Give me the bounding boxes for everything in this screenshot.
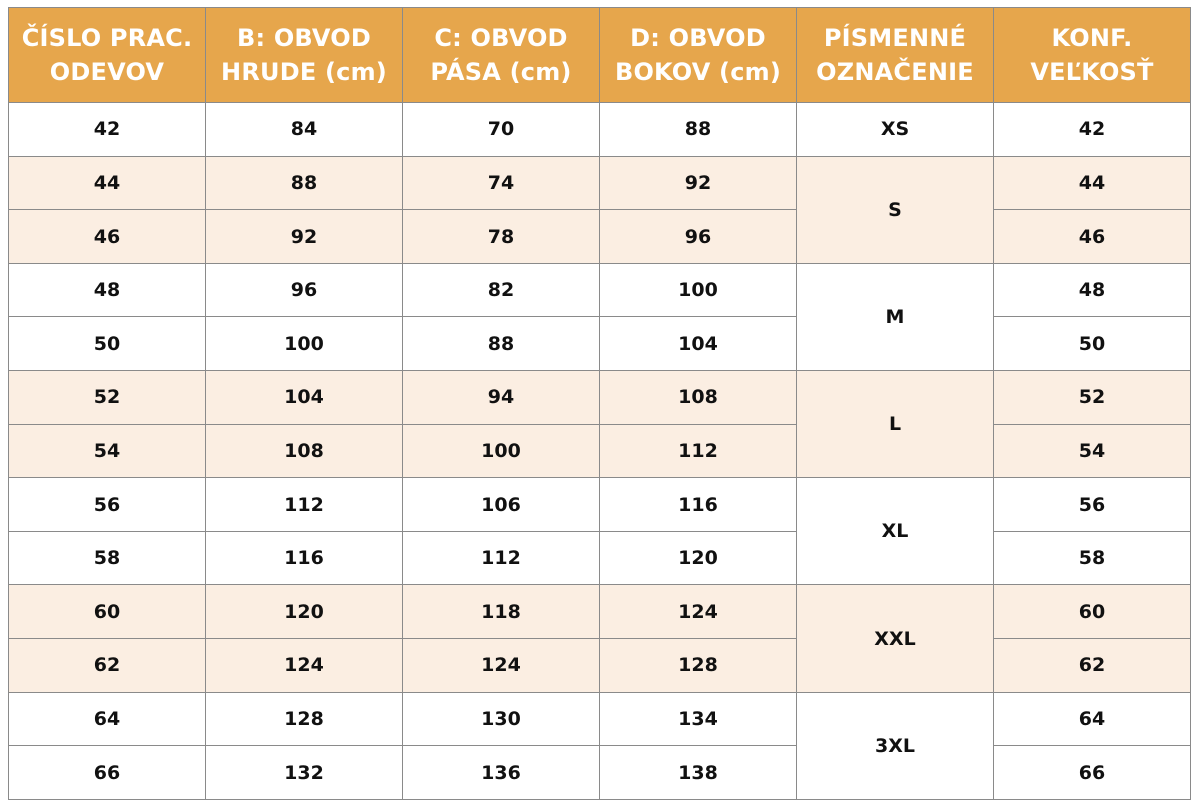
table-body (9, 103, 1191, 800)
cell-konf: 54 (994, 424, 1191, 478)
header-cislo: ČÍSLO PRAC. ODEVOV (9, 8, 206, 103)
cell-konf: 58 (994, 531, 1191, 585)
cell-pas: 70 (403, 103, 600, 157)
cell-pas: 88 (403, 317, 600, 371)
cell-pas: 78 (403, 210, 600, 264)
table-row (9, 639, 1191, 693)
cell-pas: 82 (403, 263, 600, 317)
cell-boky: 100 (600, 263, 797, 317)
cell-boky: 124 (600, 585, 797, 639)
cell-boky: 88 (600, 103, 797, 157)
cell-hrud: 132 (206, 746, 403, 800)
cell-pas: 130 (403, 692, 600, 746)
cell-konf: 66 (994, 746, 1191, 800)
cell-cislo: 64 (9, 692, 206, 746)
table-row (9, 424, 1191, 478)
cell-cislo: 56 (9, 478, 206, 532)
header-boky: D: OBVOD BOKOV (cm) (600, 8, 797, 103)
cell-konf: 60 (994, 585, 1191, 639)
cell-hrud: 84 (206, 103, 403, 157)
table-row (9, 103, 1191, 157)
cell-hrud: 108 (206, 424, 403, 478)
cell-letter-xs: XS (797, 103, 994, 157)
cell-pas: 94 (403, 371, 600, 425)
cell-boky: 96 (600, 210, 797, 264)
cell-cislo: 42 (9, 103, 206, 157)
table-row (9, 692, 1191, 746)
table-row (9, 531, 1191, 585)
cell-konf: 56 (994, 478, 1191, 532)
cell-pas: 74 (403, 156, 600, 210)
cell-boky: 134 (600, 692, 797, 746)
cell-boky: 108 (600, 371, 797, 425)
cell-konf: 62 (994, 639, 1191, 693)
table-header (9, 8, 1191, 103)
cell-cislo: 60 (9, 585, 206, 639)
table-row (9, 585, 1191, 639)
cell-hrud: 116 (206, 531, 403, 585)
cell-boky: 138 (600, 746, 797, 800)
table-row (9, 210, 1191, 264)
cell-hrud: 92 (206, 210, 403, 264)
cell-hrud: 120 (206, 585, 403, 639)
cell-letter-m: M (797, 263, 994, 370)
cell-cislo: 48 (9, 263, 206, 317)
cell-konf: 44 (994, 156, 1191, 210)
cell-hrud: 96 (206, 263, 403, 317)
cell-cislo: 66 (9, 746, 206, 800)
cell-konf: 64 (994, 692, 1191, 746)
cell-letter-xxl: XXL (797, 585, 994, 692)
cell-pas: 118 (403, 585, 600, 639)
cell-cislo: 52 (9, 371, 206, 425)
cell-konf: 48 (994, 263, 1191, 317)
cell-pas: 124 (403, 639, 600, 693)
cell-pas: 106 (403, 478, 600, 532)
table-row (9, 317, 1191, 371)
cell-hrud: 112 (206, 478, 403, 532)
header-hrud: B: OBVOD HRUDE (cm) (206, 8, 403, 103)
cell-hrud: 100 (206, 317, 403, 371)
size-table (8, 7, 1191, 800)
cell-boky: 112 (600, 424, 797, 478)
cell-konf: 50 (994, 317, 1191, 371)
cell-cislo: 62 (9, 639, 206, 693)
cell-boky: 128 (600, 639, 797, 693)
cell-cislo: 50 (9, 317, 206, 371)
header-pas: C: OBVOD PÁSA (cm) (403, 8, 600, 103)
cell-pas: 136 (403, 746, 600, 800)
cell-letter-s: S (797, 156, 994, 263)
cell-letter-3xl: 3XL (797, 692, 994, 799)
cell-hrud: 124 (206, 639, 403, 693)
cell-konf: 52 (994, 371, 1191, 425)
cell-hrud: 128 (206, 692, 403, 746)
table-row (9, 263, 1191, 317)
cell-hrud: 88 (206, 156, 403, 210)
header-row (9, 8, 1191, 103)
header-konf: KONF. VEĽKOSŤ (994, 8, 1191, 103)
cell-konf: 46 (994, 210, 1191, 264)
cell-letter-l: L (797, 371, 994, 478)
cell-boky: 104 (600, 317, 797, 371)
cell-konf: 42 (994, 103, 1191, 157)
cell-boky: 92 (600, 156, 797, 210)
cell-cislo: 46 (9, 210, 206, 264)
table-row (9, 746, 1191, 800)
table-row (9, 478, 1191, 532)
cell-boky: 120 (600, 531, 797, 585)
cell-hrud: 104 (206, 371, 403, 425)
table-row (9, 371, 1191, 425)
cell-letter-xl: XL (797, 478, 994, 585)
table-row (9, 156, 1191, 210)
cell-cislo: 58 (9, 531, 206, 585)
cell-boky: 116 (600, 478, 797, 532)
cell-cislo: 44 (9, 156, 206, 210)
cell-cislo: 54 (9, 424, 206, 478)
header-pismenne: PÍSMENNÉ OZNAČENIE (797, 8, 994, 103)
cell-pas: 112 (403, 531, 600, 585)
cell-pas: 100 (403, 424, 600, 478)
